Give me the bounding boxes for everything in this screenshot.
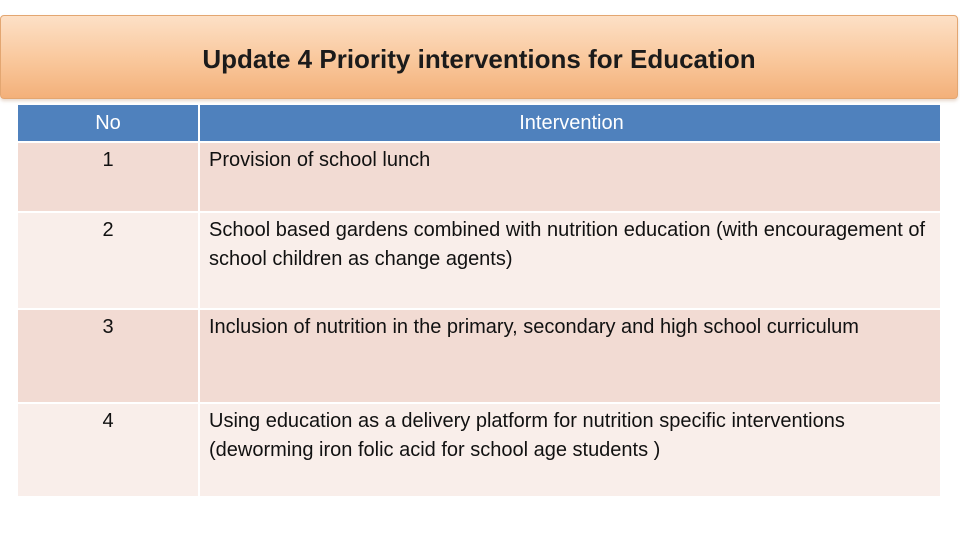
title-banner [0,15,958,99]
slide-title: Update 4 Priority interventions for Education [202,44,756,74]
table-row [18,143,940,211]
table-row [18,404,940,496]
row-intervention: Provision of school lunch [198,143,940,211]
row-number: 2 [102,219,114,241]
row-number: 1 [102,149,114,171]
row-intervention: School based gardens combined with nutrition education (with encouragement of school children as change agents) [198,213,940,308]
row-number: 4 [102,410,114,432]
row-intervention: Using education as a delivery platform for nutrition specific interventions (deworming iron folic acid for school age students ) [198,404,940,496]
header-no: No [95,112,121,134]
table-row [18,310,940,402]
table-header-row [18,105,940,141]
table-row [18,213,940,308]
row-intervention: Inclusion of nutrition in the primary, secondary and high school curriculum [198,310,940,402]
row-number: 3 [102,316,114,338]
header-intervention: Intervention [198,105,940,141]
interventions-table [18,105,940,496]
